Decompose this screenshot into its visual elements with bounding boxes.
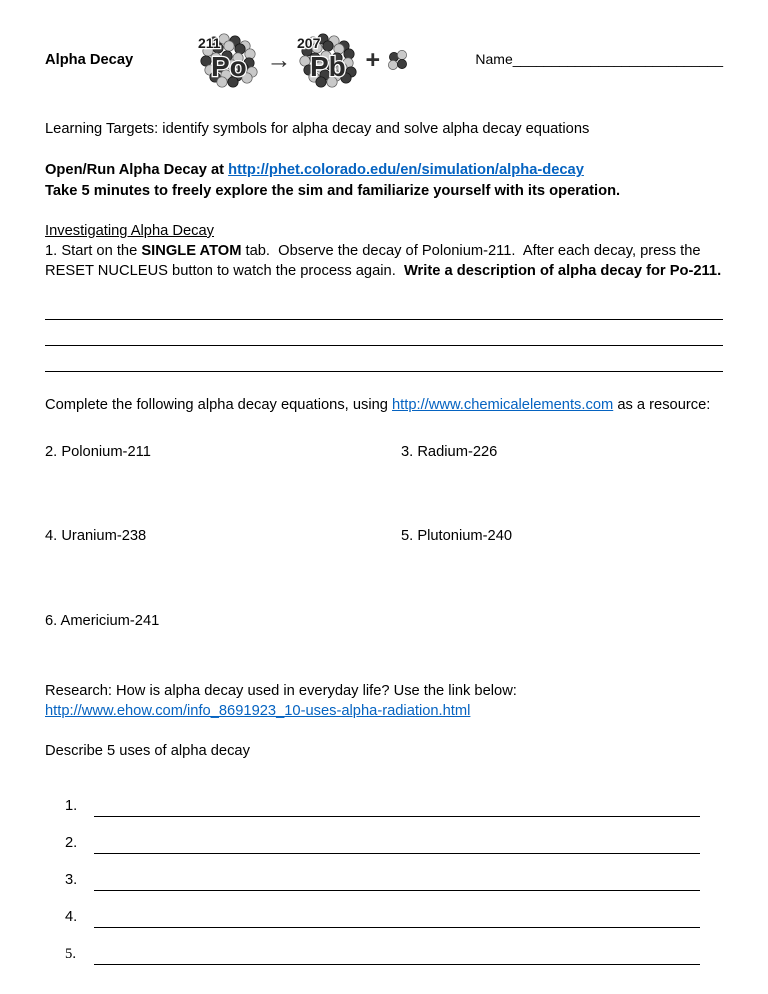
list-item-number: 4.	[65, 909, 78, 926]
problem-4-uranium: 4. Uranium-238	[45, 528, 147, 545]
answer-line-3	[45, 346, 723, 372]
list-item-blank-line	[94, 938, 700, 965]
learning-targets-text: Learning Targets: identify symbols for alpha decay and solve alpha decay equations	[45, 121, 590, 137]
problem-6-americium: 6. Americium-241	[45, 612, 160, 629]
list-item-number: 2.	[65, 835, 78, 852]
list-item	[65, 938, 700, 965]
research-question-text: Research: How is alpha decay used in everyday life? Use the link below:	[45, 682, 517, 699]
uses-list	[45, 790, 723, 965]
name-field	[475, 50, 723, 69]
q1-single-atom-bold: SINGLE ATOM	[141, 243, 242, 260]
daughter-element-symbol: Pb	[310, 51, 347, 82]
question-1-text	[45, 241, 723, 282]
complete-prefix: Complete the following alpha decay equations, using	[45, 396, 393, 413]
ehow-alpha-uses-link[interactable]: http://www.ehow.com/info_8691923_10-uses-alpha-radiation.html	[45, 703, 471, 720]
parent-mass-number: 211	[198, 35, 222, 51]
list-item	[65, 790, 700, 817]
name-blank-line: ___________________________	[512, 51, 723, 68]
problem-5-plutonium: 5. Plutonium-240	[401, 528, 513, 545]
parent-element-symbol: Po	[211, 51, 248, 82]
open-run-line	[45, 160, 723, 180]
list-item-number: 1.	[65, 798, 78, 815]
complete-suffix: as a resource:	[613, 396, 711, 413]
list-item-number: 3.	[65, 872, 78, 889]
list-item	[65, 827, 700, 854]
q1-middle: tab. Observe the decay of Polonium-211. After each decay, press the RESET NUCLEUS button to watch the process again.	[45, 243, 705, 280]
answer-lines-group	[45, 294, 723, 372]
equation-problems-grid	[45, 442, 723, 631]
list-item-blank-line	[94, 864, 700, 891]
investigating-heading: Investigating Alpha Decay	[45, 222, 215, 239]
problem-2-polonium: 2. Polonium-211	[45, 443, 151, 460]
name-label: Name	[475, 51, 513, 68]
phet-simulation-link[interactable]: http://phet.colorado.edu/en/simulation/alpha-decay	[228, 162, 584, 179]
list-item-blank-line	[94, 901, 700, 928]
q1-write-description-bold: Write a description of alpha decay for Po-211.	[403, 263, 722, 280]
list-item	[65, 901, 700, 928]
problem-3-radium: 3. Radium-226	[401, 443, 498, 460]
list-item	[65, 864, 700, 891]
daughter-mass-number: 207	[297, 35, 321, 51]
decay-equation-graphic	[198, 32, 410, 88]
alpha-particle-image	[386, 48, 410, 72]
plus-sign: +	[365, 45, 381, 74]
complete-equations-instruction	[45, 395, 723, 415]
answer-line-2	[45, 320, 723, 346]
parent-nucleus-image	[198, 32, 260, 88]
list-item-blank-line	[94, 790, 700, 817]
header	[45, 28, 723, 92]
open-run-prefix: Open/Run Alpha Decay at	[45, 162, 229, 179]
explore-instruction-text: Take 5 minutes to freely explore the sim and familiarize yourself with its operation.	[45, 182, 621, 199]
list-item-blank-line	[94, 827, 700, 854]
page-title: Alpha Decay	[45, 51, 134, 68]
daughter-nucleus-image	[297, 32, 359, 88]
research-link-line	[45, 701, 723, 721]
arrow-right-icon: →	[266, 45, 292, 74]
chemical-elements-link[interactable]: http://www.chemicalelements.com	[392, 396, 614, 413]
describe-uses-instruction: Describe 5 uses of alpha decay	[45, 743, 250, 760]
q1-start: 1. Start on the	[45, 243, 142, 260]
list-item-number: 5.	[65, 946, 77, 963]
answer-line-1	[45, 294, 723, 320]
